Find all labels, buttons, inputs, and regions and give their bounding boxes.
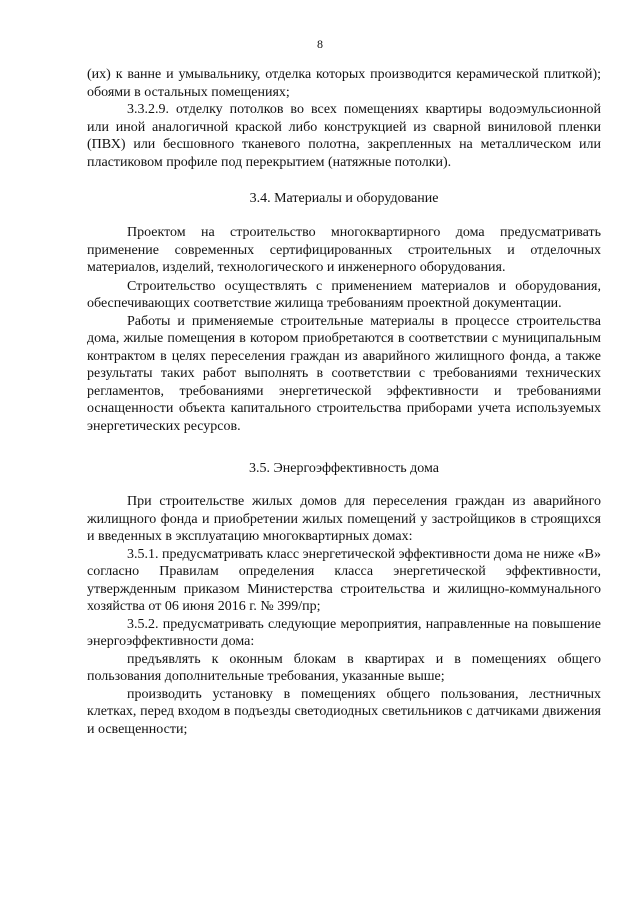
page-number: 8 xyxy=(317,37,323,51)
section-heading-energy-efficiency: 3.5. Энергоэффективность дома xyxy=(249,461,439,476)
paragraph-resettlement-construction: При строительстве жилых домов для переселения граждан из аварийного жилищного фонда и приобретении жилых помещений у застройщиков в строящихся и введенных в эксплуатацию многоквартирных домах: xyxy=(87,494,601,544)
document-body xyxy=(87,66,601,738)
paragraph-works-and-materials: Работы и применяемые строительные материалы в процессе строительства дома, жилые помещения в котором приобретаются в соответствии с муниципальным контрактом в целях переселения граждан из аварийного жилищного фонда, а также результаты таких работ выполнять в соответствии с требованиями технических регламентов, требованиями энергетической эффективности и требованиями оснащенности объекта капитального строительства приборами учета используемых энергетических ресурсов. xyxy=(87,313,601,434)
paragraph-window-blocks: предъявлять к оконным блокам в квартирах и в помещениях общего пользования дополнительные требования, указанные выше; xyxy=(87,651,601,684)
paragraph-materials-project: Проектом на строительство многоквартирного дома предусматривать применение современных сертифицированных строительных и отделочных материалов, изделий, технологического и инженерного оборудования. xyxy=(87,225,601,275)
paragraph-construction-requirements: Строительство осуществлять с применением материалов и оборудования, обеспечивающих соответствие жилища требованиям проектной документации. xyxy=(87,278,601,311)
paragraph-bathroom-finish: (их) к ванне и умывальнику, отделка которых производится керамической плиткой); обоями в остальных помещениях; xyxy=(87,67,601,100)
paragraph-led-lighting: производить установку в помещениях общего пользования, лестничных клетках, перед входом в подъезды светодиодных светильников с датчиками движения и освещенности; xyxy=(87,686,601,737)
paragraph-ceiling-finish: 3.3.2.9. отделку потолков во всех помещениях квартиры водоэмульсионной или иной аналогичной краской либо конструкцией из сварной виниловой пленки (ПВХ) или бесшовного тканевого полотна, закрепленных на металлическом или пластиковом профиле под перекрытием (натяжные потолки). xyxy=(87,102,601,170)
paragraph-energy-measures: 3.5.2. предусматривать следующие мероприятия, направленные на повышение энергоэффективности дома: xyxy=(87,616,601,649)
paragraph-energy-class: 3.5.1. предусматривать класс энергетической эффективности дома не ниже «В» согласно Правилам определения класса энергетической эффективности, утвержденным приказом Министерства строительства и жилищно-коммунального хозяйства от 06 июня 2016 г. № 399/пр; xyxy=(87,546,601,614)
section-heading-materials: 3.4. Материалы и оборудование xyxy=(249,191,439,206)
